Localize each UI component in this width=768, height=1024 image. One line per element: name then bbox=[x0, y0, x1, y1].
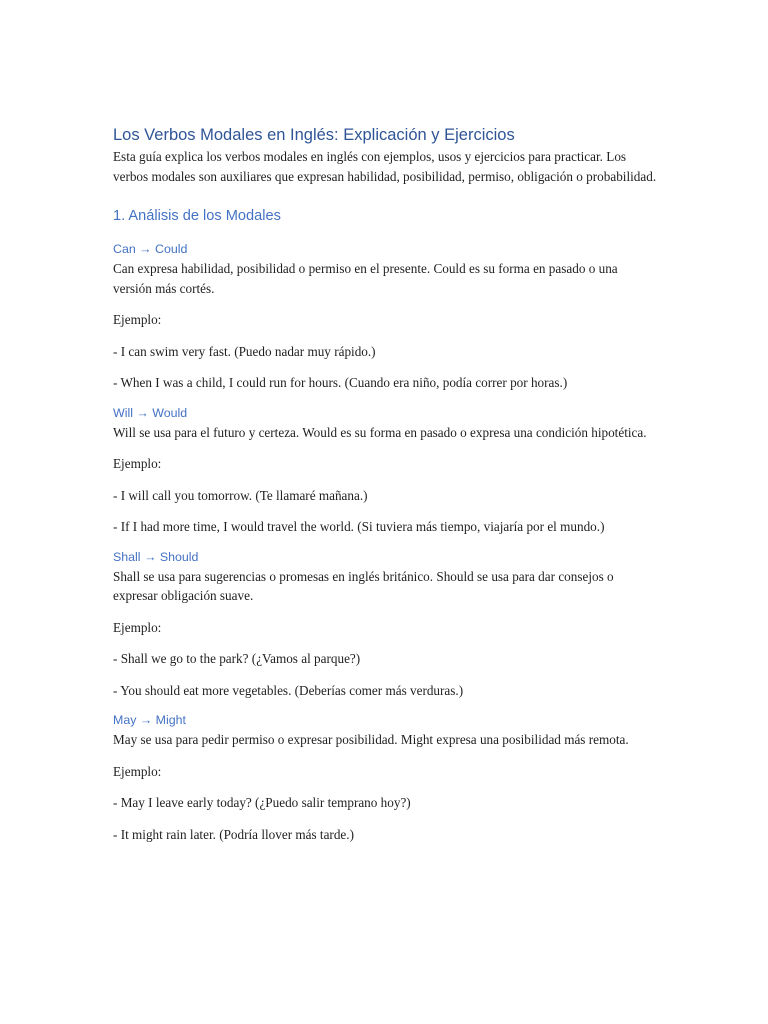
modal-section-can-could bbox=[113, 240, 658, 393]
example-line: - If I had more time, I would travel the world. (Si tuviera más tiempo, viajaría por el mundo.) bbox=[113, 519, 605, 534]
modal-section-shall-should bbox=[113, 548, 658, 701]
modal-description: Can expresa habilidad, posibilidad o permiso en el presente. Could es su forma en pasado o una versión más cortés. bbox=[113, 261, 618, 296]
example-line: - You should eat more vegetables. (Deberías comer más verduras.) bbox=[113, 682, 464, 698]
modal-section-will-would bbox=[113, 404, 658, 537]
example-line: - May I leave early today? (¿Puedo salir temprano hoy?) bbox=[113, 795, 411, 810]
example-line: - Shall we go to the park? (¿Vamos al parque?) bbox=[113, 651, 361, 666]
example-label: Ejemplo: bbox=[113, 456, 162, 471]
example-label: Ejemplo: bbox=[113, 619, 162, 635]
modal-heading: Shall → Should bbox=[113, 549, 199, 564]
modal-description: Shall se usa para sugerencias o promesas en inglés británico. Should se usa para dar consejos o expresar obligación suave. bbox=[113, 568, 614, 603]
document-title: Los Verbos Modales en Inglés: Explicación y Ejercicios bbox=[113, 126, 515, 144]
modal-section-may-might bbox=[113, 711, 658, 844]
example-label: Ejemplo: bbox=[113, 763, 162, 779]
example-label: Ejemplo: bbox=[113, 312, 162, 327]
modal-description: May se usa para pedir permiso o expresar posibilidad. Might expresa una posibilidad más remota. bbox=[113, 732, 629, 747]
example-line: - I can swim very fast. (Puedo nadar muy rápido.) bbox=[113, 343, 376, 359]
section-heading: 1. Análisis de los Modales bbox=[113, 208, 281, 224]
modal-heading: May → Might bbox=[113, 713, 186, 727]
example-line: - I will call you tomorrow. (Te llamaré mañana.) bbox=[113, 487, 368, 503]
modal-description: Will se usa para el futuro y certeza. Would es su forma en pasado o expresa una condición hipotética. bbox=[113, 424, 647, 440]
modal-heading: Can → Could bbox=[113, 242, 188, 256]
document-page bbox=[113, 124, 658, 855]
modal-heading: Will → Would bbox=[113, 405, 188, 420]
intro-paragraph: Esta guía explica los verbos modales en inglés con ejemplos, usos y ejercicios para practicar. Los verbos modales son auxiliares que expresan habilidad, posibilidad, permiso, obligación o probabilidad. bbox=[113, 149, 657, 184]
example-line: - When I was a child, I could run for hours. (Cuando era niño, podía correr por horas.) bbox=[113, 375, 568, 390]
example-line: - It might rain later. (Podría llover más tarde.) bbox=[113, 826, 354, 842]
